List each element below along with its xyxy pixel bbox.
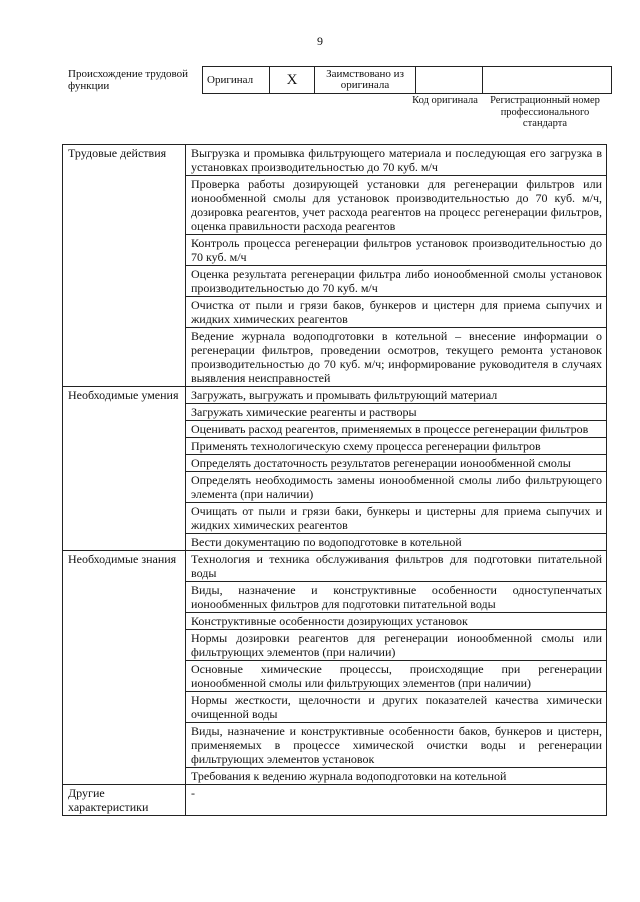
table-cell: Требования к ведению журнала водоподготовки на котельной xyxy=(186,768,607,785)
table-cell: - xyxy=(186,785,607,816)
section-title-skills: Необходимые умения xyxy=(63,387,186,551)
table-row xyxy=(63,785,607,816)
original-cell: Оригинал xyxy=(203,67,270,94)
origin-label: Происхождение трудовой функции xyxy=(68,68,189,92)
section-title-knowledge: Необходимые знания xyxy=(63,551,186,785)
origin-table xyxy=(202,66,612,94)
code-cell xyxy=(416,67,483,94)
table-cell: Оценивать расход реагентов, применяемых в процессе регенерации фильтров xyxy=(186,421,607,438)
table-cell: Виды, назначение и конструктивные особенности баков, бункеров и цистерн, применяемых в процессе химической очистки воды и регенерации фильтрующих элементов установок xyxy=(186,723,607,768)
table-cell: Очищать от пыли и грязи баки, бункеры и цистерны для приема сыпучих и жидких химических реагентов xyxy=(186,503,607,534)
borrowed-cell: Заимствовано из оригинала xyxy=(315,67,416,94)
section-title-actions: Трудовые действия xyxy=(63,145,186,387)
table-cell: Ведение журнала водоподготовки в котельной – внесение информации о регенерации фильтров, проведении осмотров, текущего ремонта установок производительностью до 70 куб. м/ч; информирование руководителя в случаях выявления неисправностей xyxy=(186,328,607,387)
table-row xyxy=(63,551,607,582)
table-cell: Конструктивные особенности дозирующих установок xyxy=(186,613,607,630)
table-cell: Технология и техника обслуживания фильтров для подготовки питательной воды xyxy=(186,551,607,582)
page-number: 9 xyxy=(317,34,323,48)
table-row xyxy=(63,387,607,404)
reg-number-cell xyxy=(483,67,612,94)
table-cell: Нормы жесткости, щелочности и других показателей качества химически очищенной воды xyxy=(186,692,607,723)
table-cell: Виды, назначение и конструктивные особенности одноступенчатых ионообменных фильтров для подготовки питательной воды xyxy=(186,582,607,613)
table-cell: Очистка от пыли и грязи баков, бункеров и цистерн для приема сыпучих и жидких химических реагентов xyxy=(186,297,607,328)
reg-caption: Регистрационный номер профессионального стандарта xyxy=(490,95,600,129)
table-cell: Проверка работы дозирующей установки для регенерации фильтров или ионообменной смолы для установок производительностью до 70 куб. м/ч, дозировка реагентов, учет расхода реагентов на процесс регенерации фильтров, оценка правильности расхода реагентов xyxy=(186,176,607,235)
table-cell: Оценка результата регенерации фильтра либо ионообменной смолы установок производительностью до 70 куб. м/ч xyxy=(186,266,607,297)
table-cell: Определять необходимость замены ионообменной смолы либо фильтрующего элемента (при наличии) xyxy=(186,472,607,503)
table-cell: Нормы дозировки реагентов для регенерации ионообменной смолы или фильтрующих элементов (при наличии) xyxy=(186,630,607,661)
labor-function-table xyxy=(62,144,607,816)
section-title-other: Другие характеристики xyxy=(63,785,186,816)
original-mark: X xyxy=(270,67,315,94)
table-cell: Применять технологическую схему процесса регенерации фильтров xyxy=(186,438,607,455)
code-caption: Код оригинала xyxy=(412,95,478,106)
table-cell: Вести документацию по водоподготовке в котельной xyxy=(186,534,607,551)
table-cell: Выгрузка и промывка фильтрующего материала и последующая его загрузка в установках производительностью до 70 куб. м/ч xyxy=(186,145,607,176)
table-cell: Загружать, выгружать и промывать фильтрующий материал xyxy=(186,387,607,404)
table-cell: Основные химические процессы, происходящие при регенерации ионообменной смолы или фильтрующих элементов (при наличии) xyxy=(186,661,607,692)
table-cell: Загружать химические реагенты и растворы xyxy=(186,404,607,421)
table-cell: Контроль процесса регенерации фильтров установок производительностью до 70 куб. м/ч xyxy=(186,235,607,266)
table-row xyxy=(63,145,607,176)
table-cell: Определять достаточность результатов регенерации ионообменной смолы xyxy=(186,455,607,472)
